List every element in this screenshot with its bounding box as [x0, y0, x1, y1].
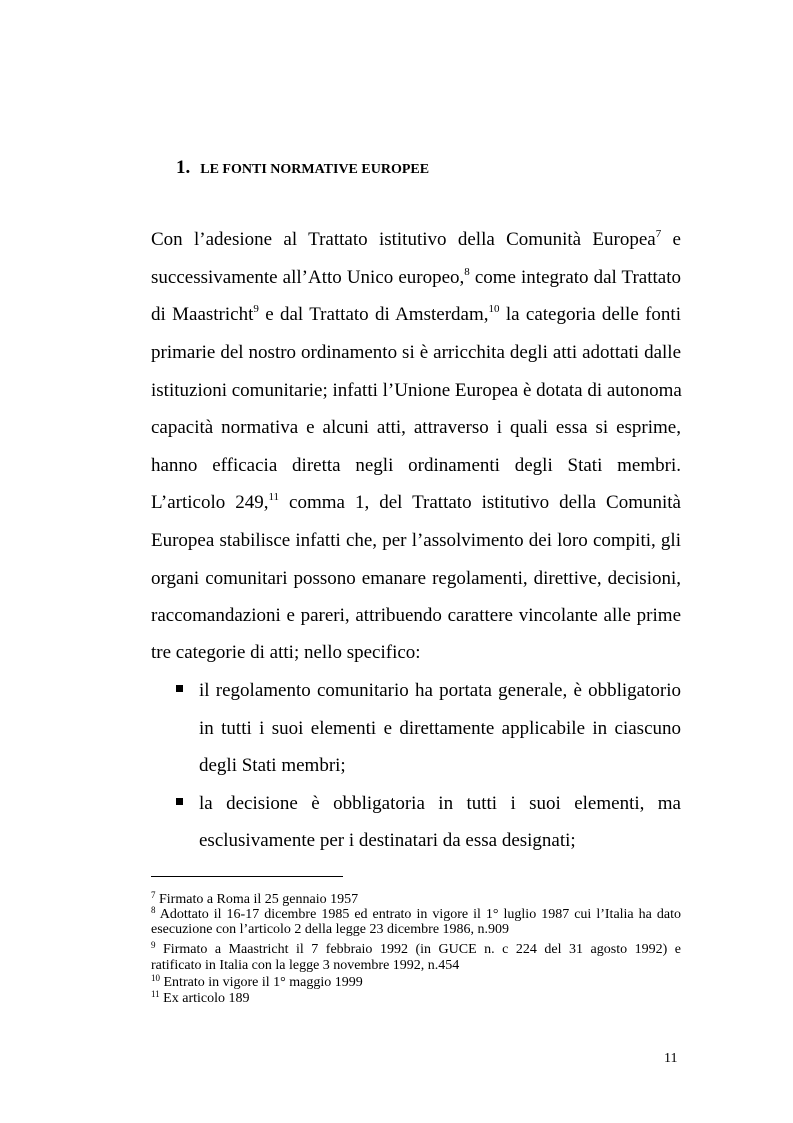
footnote-7: $^7$ Firmato a Roma il 25 gennaio 1957	[151, 890, 359, 907]
list-item-line: la decisione è obbligatoria in tutti i suoi elementi, ma	[199, 793, 681, 814]
body-line: Con l’adesione al Trattato istitutivo della Comunità Europea$^7$ e	[151, 228, 681, 250]
body-line: istituzioni comunitarie; infatti l’Unione Europea è dotata di autonoma	[151, 380, 682, 401]
body-line: hanno efficacia diretta negli ordinamenti degli Stati membri.	[151, 455, 681, 476]
footnote-9: $^9$ Firmato a Maastricht il 7 febbraio 1992 (in GUCE n. c 224 del 31 agosto 1992) e	[151, 940, 681, 957]
footnote-ref: 10	[488, 303, 500, 315]
bullet-icon	[176, 685, 183, 692]
footnote-ref: 9	[253, 303, 259, 315]
body-line: L’articolo 249,11 comma 1, del Trattato istitutivo della Comunità	[151, 491, 681, 513]
body-line: primarie del nostro ordinamento si è arricchita degli atti adottati dalle	[151, 342, 681, 363]
body-line: successivamente all’Atto Unico europeo,$^8$ come integrato dal Trattato	[151, 266, 682, 288]
body-line: tre categorie di atti; nello specifico:	[151, 642, 421, 663]
page-number: 11	[664, 1051, 678, 1066]
footnote-8: $^8$ Adottato il 16-17 dicembre 1985 ed entrato in vigore il 1° luglio 1987 cui l’Italia ha dato	[151, 905, 681, 922]
list-item-line: in tutti i suoi elementi e direttamente applicabile in ciascuno	[199, 718, 681, 739]
body-line: capacità normativa e alcuni atti, attraverso i quali essa si esprime,	[151, 417, 681, 438]
footnote-ref: 11	[268, 491, 280, 503]
footnote-divider	[151, 876, 343, 877]
list-item-line: esclusivamente per i destinatari da essa designati;	[199, 830, 576, 851]
list-item-line: degli Stati membri;	[199, 755, 346, 776]
bullet-icon	[176, 798, 183, 805]
section-number: 1.	[176, 157, 191, 178]
section-heading	[176, 157, 429, 179]
list-item-line: il regolamento comunitario ha portata generale, è obbligatorio	[199, 680, 681, 701]
body-line: Europea stabilisce infatti che, per l’assolvimento dei loro compiti, gli	[151, 530, 681, 551]
footnote-11: $^{11}$ Ex articolo 189	[151, 989, 250, 1006]
body-line: di Maastricht$^9$ e dal Trattato di Amsterdam,$^{10}$ la categoria delle fonti	[151, 303, 681, 325]
footnote-10: $^{10}$ Entrato in vigore il 1° maggio 1999	[151, 973, 363, 990]
footnote-ref: 7	[655, 228, 662, 240]
body-line: raccomandazioni e pareri, attribuendo carattere vincolante alle prime	[151, 605, 681, 626]
footnote-8-cont: esecuzione con l’articolo 2 della legge 23 dicembre 1986, n.909	[151, 922, 510, 937]
body-line: organi comunitari possono emanare regolamenti, direttive, decisioni,	[151, 568, 681, 589]
section-title: LE FONTI NORMATIVE EUROPEE	[200, 162, 430, 177]
footnote-9-cont: ratificato in Italia con la legge 3 novembre 1992, n.454	[151, 958, 460, 973]
footnote-ref: 8	[464, 266, 470, 278]
